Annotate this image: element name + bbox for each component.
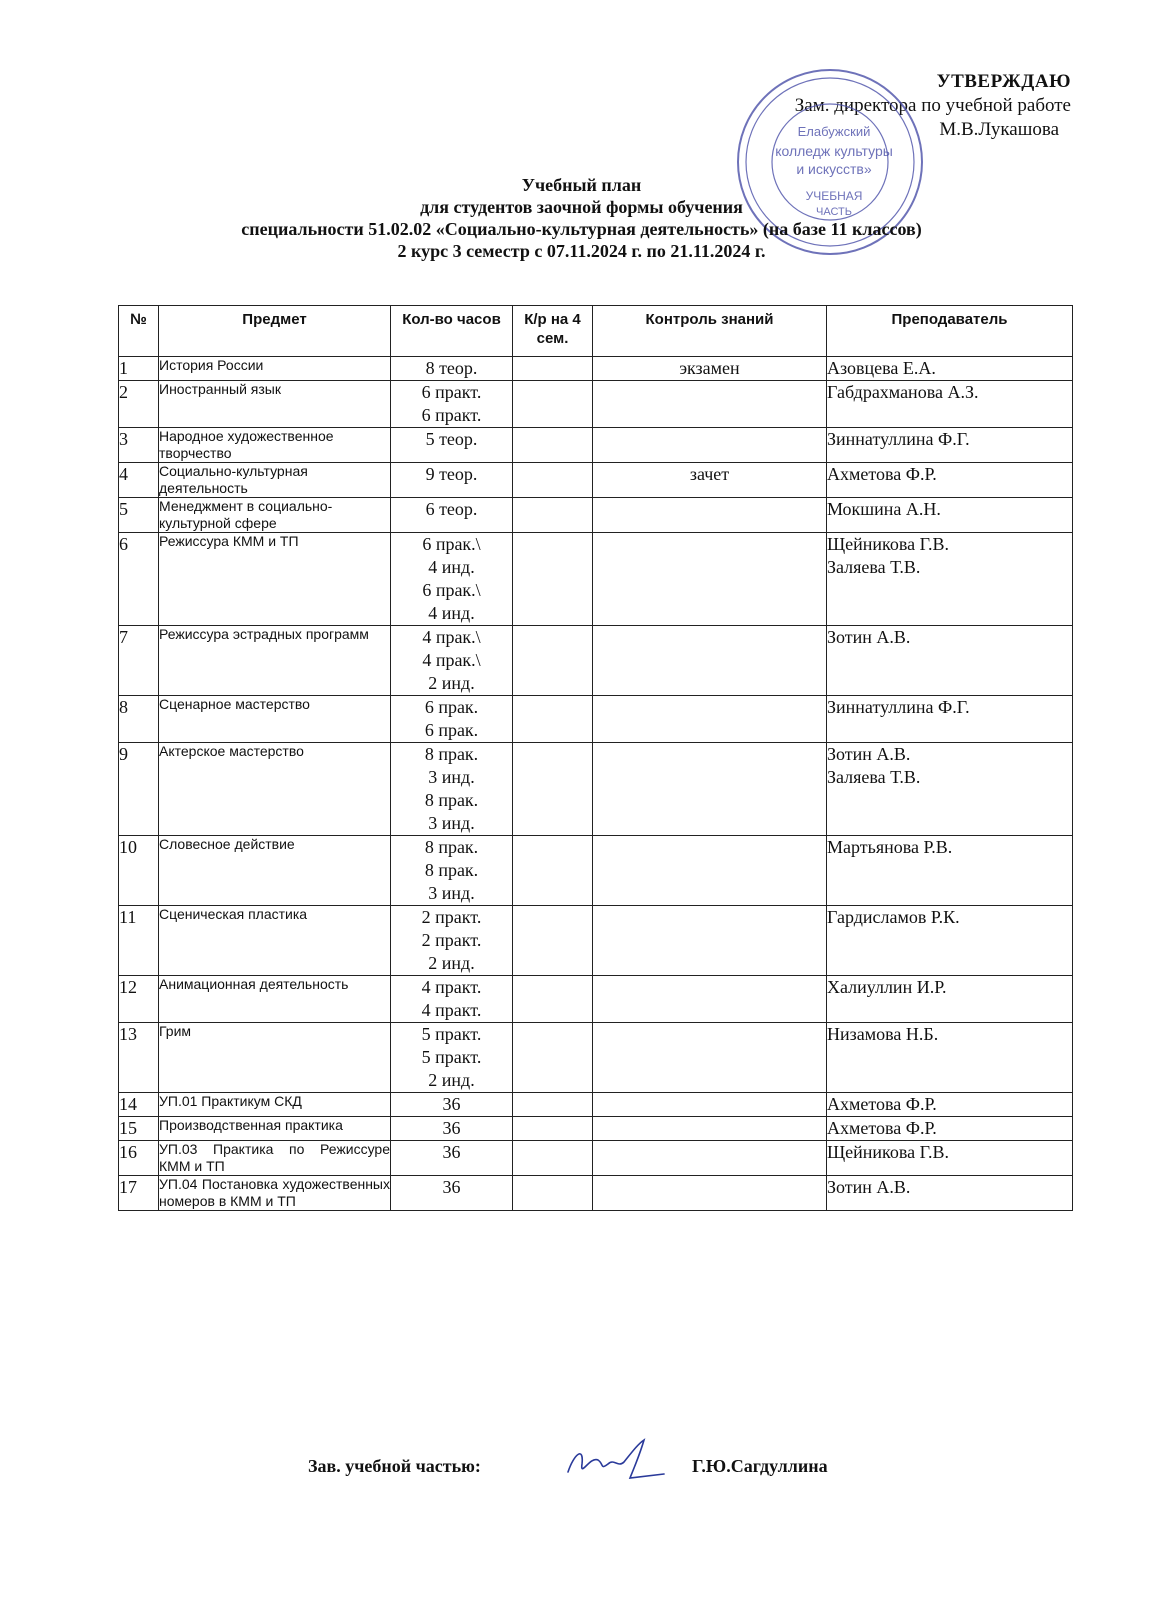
subject-cell: Режиссура эстрадных программ xyxy=(159,626,391,696)
control-cell xyxy=(593,1023,827,1093)
teacher-name: Щейникова Г.В. xyxy=(827,534,950,554)
hours-cell xyxy=(391,743,513,836)
heading-specialty: специальности 51.02.02 «Социально-культурная деятельность» (на базе 11 классов) xyxy=(241,219,922,239)
teacher-name: Зотин А.В. xyxy=(827,627,911,647)
hours-line: 5 практ. xyxy=(421,1024,482,1044)
footer-name: Г.Ю.Сагдуллина xyxy=(692,1456,828,1476)
hours-line: 3 инд. xyxy=(428,767,475,787)
table-row xyxy=(119,463,1073,498)
control-cell xyxy=(593,1117,827,1141)
table-row xyxy=(119,1117,1073,1141)
subject-cell: УП.01 Практикум СКД xyxy=(159,1093,391,1117)
teacher-cell xyxy=(827,428,1073,463)
header-hours: Кол-во часов xyxy=(391,306,513,357)
teacher-cell xyxy=(827,533,1073,626)
heading-period: 2 курс 3 семестр с 07.11.2024 г. по 21.11.2024 г. xyxy=(397,241,766,261)
hours-line: 9 теор. xyxy=(425,464,478,484)
header-kr: К/р на 4 сем. xyxy=(513,306,593,357)
teacher-name: Халиуллин И.Р. xyxy=(827,977,947,997)
control-cell xyxy=(593,498,827,533)
hours-line: 4 инд. xyxy=(428,557,475,577)
approval-title: УТВЕРЖДАЮ xyxy=(936,71,1071,92)
table-row xyxy=(119,696,1073,743)
teacher-name: Ахметова Ф.Р. xyxy=(827,1118,937,1138)
curriculum-table xyxy=(118,305,1073,1211)
teacher-name: Ахметова Ф.Р. xyxy=(827,464,937,484)
hours-line: 8 прак. xyxy=(424,790,479,810)
hours-cell xyxy=(391,1093,513,1117)
control-cell: экзамен xyxy=(593,357,827,381)
control-cell xyxy=(593,1093,827,1117)
teacher-cell xyxy=(827,463,1073,498)
kr-cell xyxy=(513,906,593,976)
hours-line: 4 прак.\ xyxy=(422,650,481,670)
teacher-name: Гардисламов Р.К. xyxy=(827,907,960,927)
teacher-name: Зотин А.В. xyxy=(827,744,911,764)
hours-line: 8 прак. xyxy=(424,860,479,880)
hours-line: 5 теор. xyxy=(425,429,478,449)
hours-cell xyxy=(391,381,513,428)
table-row xyxy=(119,428,1073,463)
control-cell xyxy=(593,428,827,463)
svg-text:УЧЕБНАЯ: УЧЕБНАЯ xyxy=(805,189,863,203)
hours-line: 6 теор. xyxy=(425,499,478,519)
hours-line: 36 xyxy=(442,1094,461,1114)
teacher-cell xyxy=(827,743,1073,836)
hours-line: 4 практ. xyxy=(421,1000,482,1020)
subject-cell: Социально-культурная деятельность xyxy=(159,463,391,498)
hours-line: 4 практ. xyxy=(421,977,482,997)
teacher-cell xyxy=(827,1176,1073,1211)
row-number: 9 xyxy=(119,743,159,836)
teacher-cell xyxy=(827,1141,1073,1176)
table-body xyxy=(119,357,1073,1211)
hours-line: 36 xyxy=(442,1177,461,1197)
row-number: 2 xyxy=(119,381,159,428)
teacher-cell xyxy=(827,381,1073,428)
teacher-cell xyxy=(827,1023,1073,1093)
control-cell xyxy=(593,836,827,906)
subject-cell: Народное художественное творчество xyxy=(159,428,391,463)
row-number: 12 xyxy=(119,976,159,1023)
control-cell xyxy=(593,1141,827,1176)
kr-cell xyxy=(513,1176,593,1211)
table-row xyxy=(119,626,1073,696)
subject-cell: УП.03 Практика по Режиссуре КММ и ТП xyxy=(159,1141,390,1174)
kr-cell xyxy=(513,743,593,836)
row-number: 13 xyxy=(119,1023,159,1093)
table-row xyxy=(119,1176,1073,1211)
teacher-name: Мартьянова Р.В. xyxy=(827,837,953,857)
control-cell xyxy=(593,976,827,1023)
hours-cell xyxy=(391,906,513,976)
table-row xyxy=(119,533,1073,626)
row-number: 14 xyxy=(119,1093,159,1117)
header-subject: Предмет xyxy=(159,306,391,357)
control-cell xyxy=(593,381,827,428)
control-cell xyxy=(593,533,827,626)
hours-line: 2 инд. xyxy=(428,673,475,693)
subject-cell: Грим xyxy=(159,1023,391,1093)
subject-cell: УП.04 Постановка художественных номеров в КММ и ТП xyxy=(159,1176,390,1209)
subject-cell: Иностранный язык xyxy=(159,381,391,428)
hours-cell xyxy=(391,1023,513,1093)
svg-text:Елабужский: Елабужский xyxy=(797,124,871,139)
heading-audience: для студентов заочной формы обучения xyxy=(420,197,743,217)
table-row xyxy=(119,1023,1073,1093)
kr-cell xyxy=(513,696,593,743)
kr-cell xyxy=(513,533,593,626)
subject-cell: Сценическая пластика xyxy=(159,906,391,976)
control-cell xyxy=(593,696,827,743)
hours-line: 4 прак.\ xyxy=(422,627,481,647)
row-number: 10 xyxy=(119,836,159,906)
table-row xyxy=(119,357,1073,381)
row-number: 3 xyxy=(119,428,159,463)
row-number: 15 xyxy=(119,1117,159,1141)
row-number: 16 xyxy=(119,1141,159,1176)
hours-line: 2 практ. xyxy=(421,907,482,927)
footer-label: Зав. учебной частью: xyxy=(308,1456,481,1476)
kr-cell xyxy=(513,626,593,696)
hours-line: 6 практ. xyxy=(421,382,482,402)
kr-cell xyxy=(513,357,593,381)
subject-cell: Анимационная деятельность xyxy=(159,976,391,1023)
heading-title: Учебный план xyxy=(521,175,642,195)
approval-position: Зам. директора по учебной работе xyxy=(794,95,1071,116)
teacher-cell xyxy=(827,906,1073,976)
hours-line: 2 инд. xyxy=(428,1070,475,1090)
table-row xyxy=(119,381,1073,428)
teacher-name: Габдрахманова А.З. xyxy=(827,382,979,402)
kr-cell xyxy=(513,976,593,1023)
kr-cell xyxy=(513,381,593,428)
row-number: 7 xyxy=(119,626,159,696)
kr-cell xyxy=(513,836,593,906)
control-cell xyxy=(593,743,827,836)
hours-line: 3 инд. xyxy=(428,883,475,903)
row-number: 5 xyxy=(119,498,159,533)
row-number: 4 xyxy=(119,463,159,498)
kr-cell xyxy=(513,463,593,498)
subject-cell: История России xyxy=(159,357,391,381)
kr-cell xyxy=(513,1093,593,1117)
svg-text:и искусств»: и искусств» xyxy=(796,161,872,177)
teacher-name: Ахметова Ф.Р. xyxy=(827,1094,937,1114)
teacher-name: Зиннатуллина Ф.Г. xyxy=(827,697,970,717)
table-row xyxy=(119,976,1073,1023)
hours-cell xyxy=(391,1176,513,1211)
teacher-name: Заляева Т.В. xyxy=(827,767,921,787)
teacher-cell xyxy=(827,498,1073,533)
kr-cell xyxy=(513,498,593,533)
table-row xyxy=(119,836,1073,906)
control-cell xyxy=(593,626,827,696)
document-heading xyxy=(0,174,1163,262)
control-cell xyxy=(593,1176,827,1211)
teacher-name: Низамова Н.Б. xyxy=(827,1024,939,1044)
table-row xyxy=(119,1141,1073,1176)
teacher-name: Зотин А.В. xyxy=(827,1177,911,1197)
hours-line: 2 практ. xyxy=(421,930,482,950)
hours-cell xyxy=(391,463,513,498)
table-row xyxy=(119,498,1073,533)
teacher-cell xyxy=(827,357,1073,381)
hours-line: 6 практ. xyxy=(421,405,482,425)
kr-cell xyxy=(513,1023,593,1093)
teacher-cell xyxy=(827,626,1073,696)
hours-line: 8 теор. xyxy=(425,358,478,378)
hours-cell xyxy=(391,357,513,381)
teacher-cell xyxy=(827,976,1073,1023)
hours-cell xyxy=(391,696,513,743)
header-teacher: Преподаватель xyxy=(827,306,1073,357)
teacher-cell xyxy=(827,1117,1073,1141)
teacher-name: Мокшина А.Н. xyxy=(827,499,941,519)
hours-cell xyxy=(391,626,513,696)
hours-line: 8 прак. xyxy=(424,837,479,857)
kr-cell xyxy=(513,1117,593,1141)
subject-cell: Режиссура КММ и ТП xyxy=(159,533,391,626)
row-number: 6 xyxy=(119,533,159,626)
svg-text:колледж культуры: колледж культуры xyxy=(775,143,893,159)
hours-line: 36 xyxy=(442,1142,461,1162)
header-control: Контроль знаний xyxy=(593,306,827,357)
hours-line: 2 инд. xyxy=(428,953,475,973)
hours-line: 6 прак. xyxy=(424,720,479,740)
subject-cell: Производственная практика xyxy=(159,1117,391,1141)
hours-cell xyxy=(391,1117,513,1141)
footer xyxy=(0,1448,1163,1488)
hours-line: 4 инд. xyxy=(428,603,475,623)
teacher-cell xyxy=(827,1093,1073,1117)
svg-text:ЧАСТЬ: ЧАСТЬ xyxy=(816,206,852,218)
teacher-cell xyxy=(827,696,1073,743)
subject-cell: Сценарное мастерство xyxy=(159,696,391,743)
teacher-name: Азовцева Е.А. xyxy=(827,358,936,378)
hours-cell xyxy=(391,498,513,533)
subject-cell: Менеджмент в социально-культурной сфере xyxy=(159,498,391,533)
hours-line: 36 xyxy=(442,1118,461,1138)
teacher-name: Зиннатуллина Ф.Г. xyxy=(827,429,970,449)
row-number: 1 xyxy=(119,357,159,381)
table-row xyxy=(119,743,1073,836)
hours-cell xyxy=(391,836,513,906)
control-cell xyxy=(593,906,827,976)
hours-line: 8 прак. xyxy=(424,744,479,764)
control-cell: зачет xyxy=(593,463,827,498)
signature xyxy=(560,1434,670,1484)
teacher-name: Щейникова Г.В. xyxy=(827,1142,950,1162)
hours-cell xyxy=(391,533,513,626)
subject-cell: Актерское мастерство xyxy=(159,743,391,836)
hours-cell xyxy=(391,1141,513,1176)
kr-cell xyxy=(513,428,593,463)
subject-cell: Словесное действие xyxy=(159,836,391,906)
teacher-cell xyxy=(827,836,1073,906)
kr-cell xyxy=(513,1141,593,1176)
approval-name: М.В.Лукашова xyxy=(939,119,1059,140)
table-row xyxy=(119,1093,1073,1117)
row-number: 17 xyxy=(119,1176,159,1211)
hours-line: 6 прак.\ xyxy=(422,580,481,600)
hours-line: 6 прак. xyxy=(424,697,479,717)
hours-line: 3 инд. xyxy=(428,813,475,833)
hours-cell xyxy=(391,428,513,463)
row-number: 8 xyxy=(119,696,159,743)
header-num: № xyxy=(119,306,159,357)
hours-cell xyxy=(391,976,513,1023)
row-number: 11 xyxy=(119,906,159,976)
hours-line: 5 практ. xyxy=(421,1047,482,1067)
table-row xyxy=(119,906,1073,976)
hours-line: 6 прак.\ xyxy=(422,534,481,554)
teacher-name: Заляева Т.В. xyxy=(827,557,921,577)
table-header-row xyxy=(119,306,1073,357)
